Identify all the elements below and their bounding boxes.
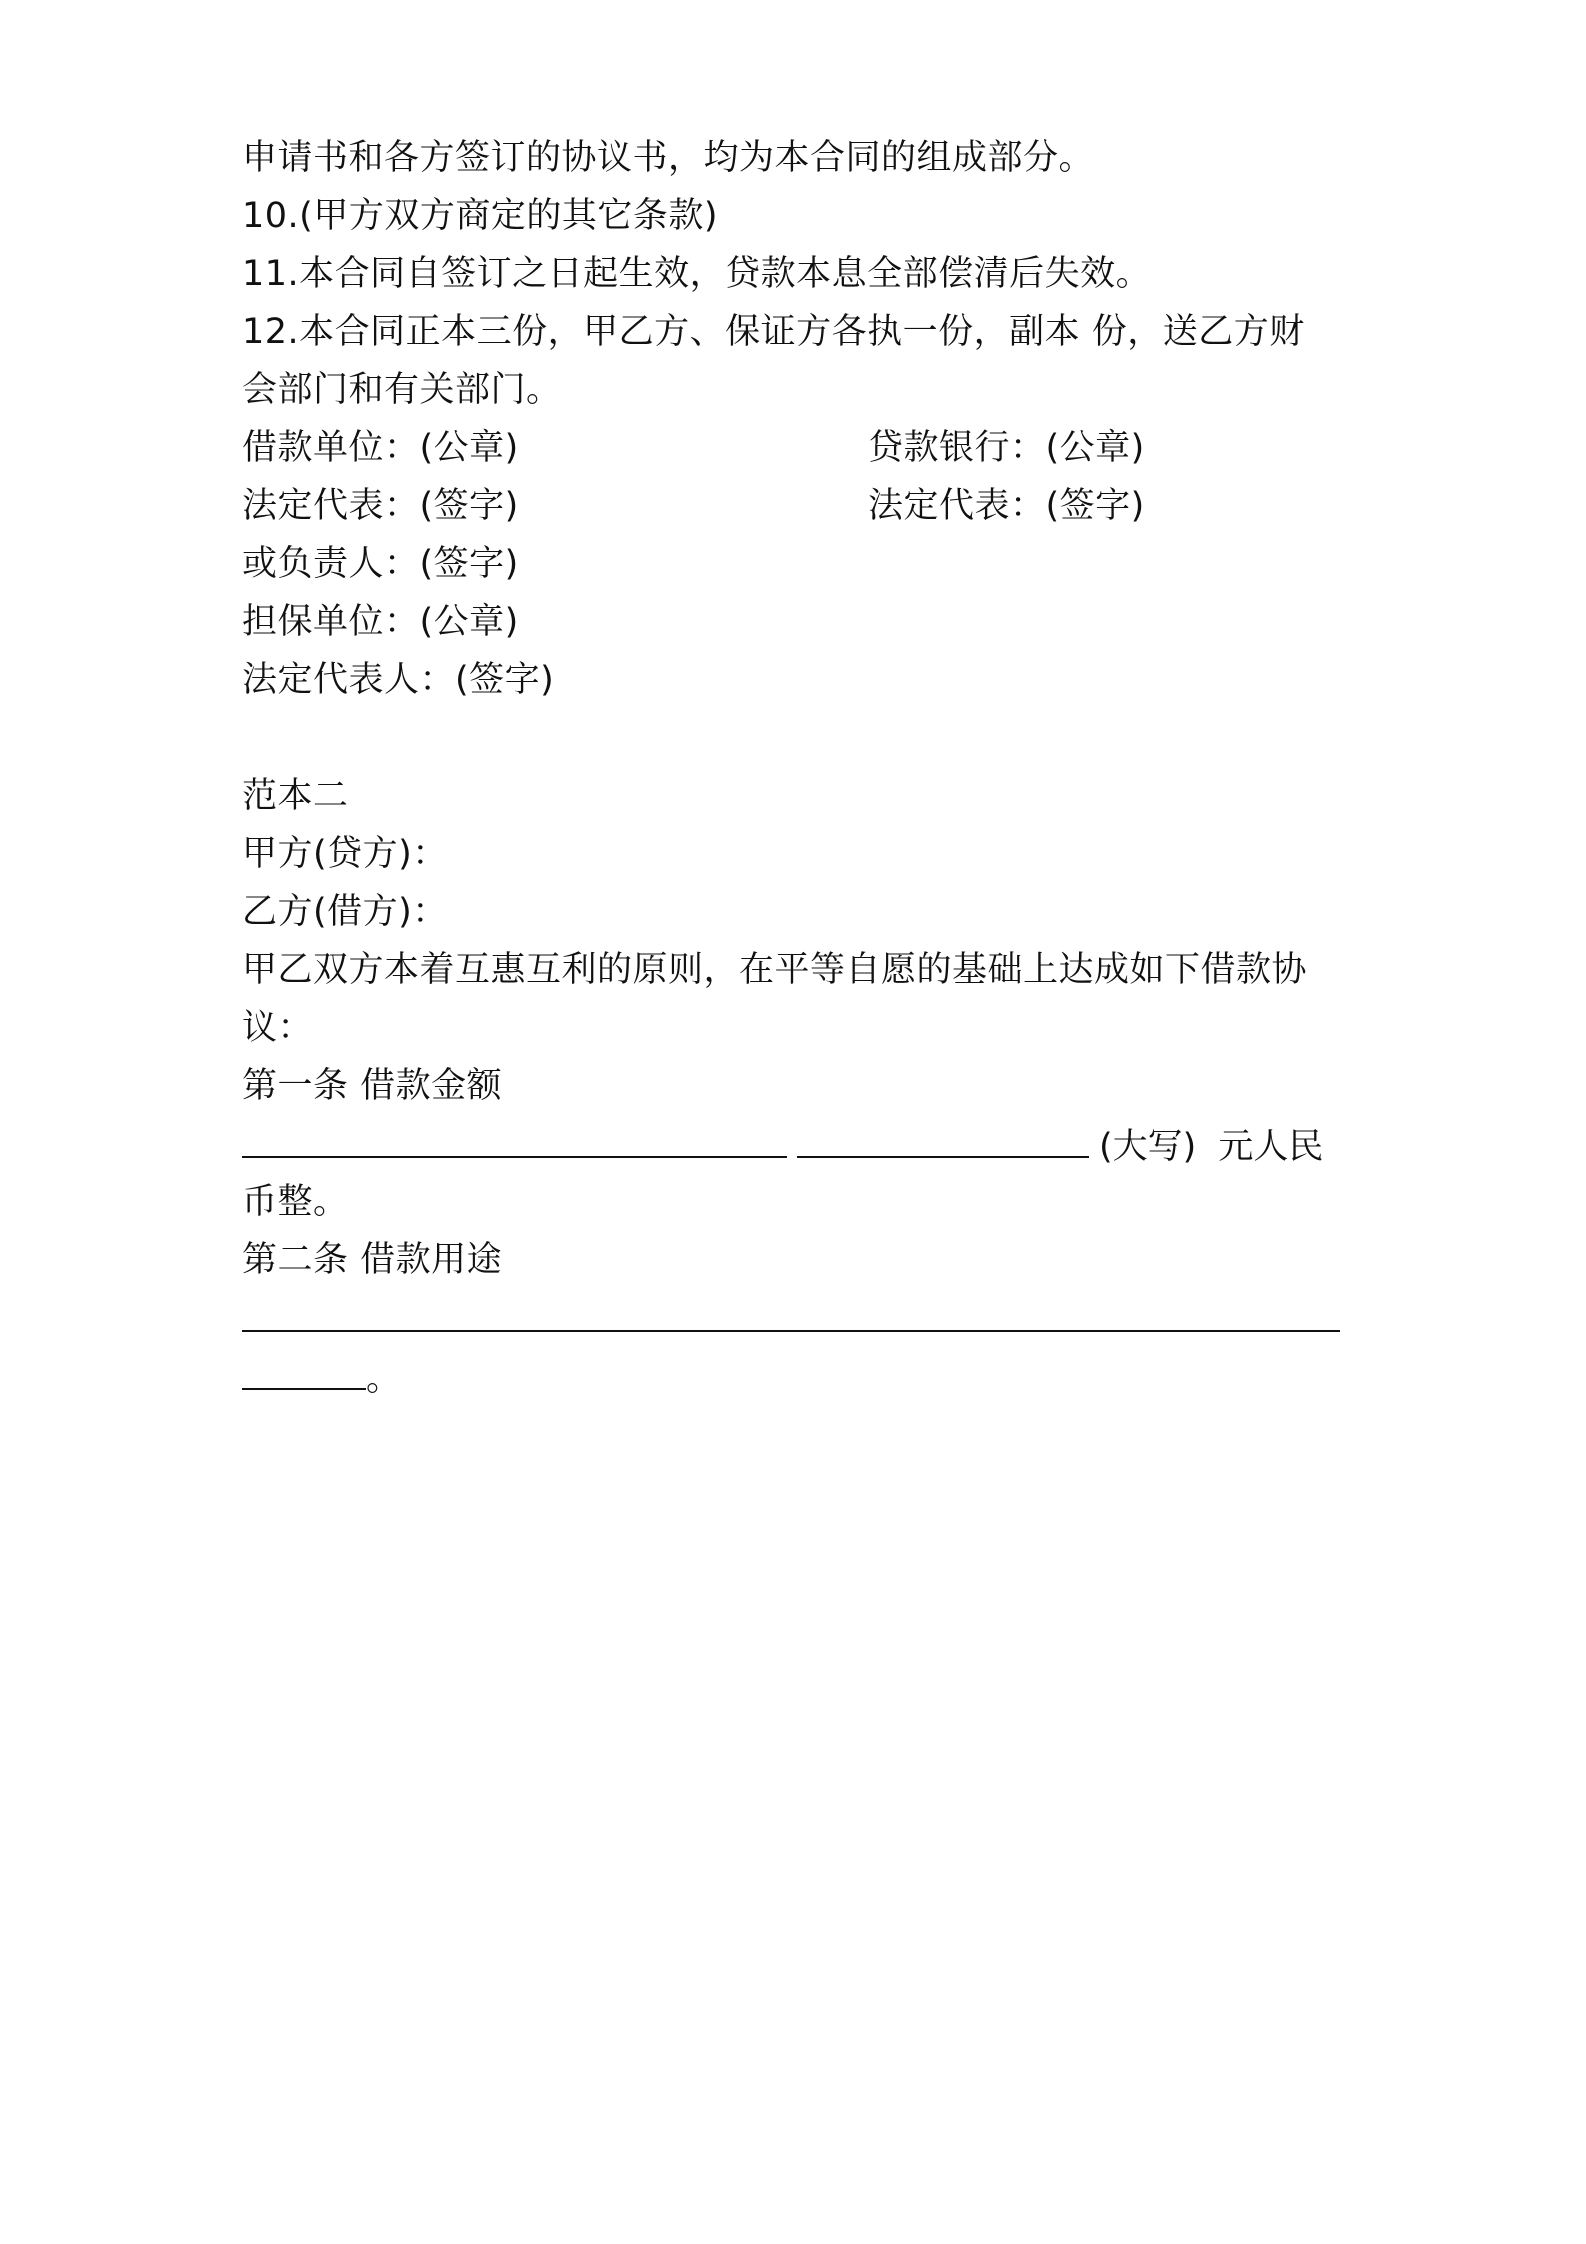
article2-purpose-row-2 [242, 1354, 401, 1398]
article1-title: 第一条 借款金额 [242, 1066, 503, 1106]
intro-line-1: 甲乙双方本着互惠互利的原则，在平等自愿的基础上达成如下借款协 [242, 950, 1308, 990]
amount-blank-1 [242, 1122, 787, 1158]
text-line: 10.(甲方双方商定的其它条款) [242, 196, 718, 236]
purpose-blank-2 [242, 1354, 366, 1390]
article2-purpose-row [242, 1296, 1340, 1340]
text-line: 申请书和各方签订的协议书，均为本合同的组成部分。 [242, 138, 1095, 178]
intro-line-2: 议： [242, 1008, 314, 1048]
signature-or-responsible: 或负责人：(签字) [242, 544, 519, 584]
signature-legal-rep-left: 法定代表：(签字) [242, 486, 519, 526]
signature-guarantor-rep: 法定代表人：(签字) [242, 660, 555, 700]
currency-label: 元人民 [1218, 1127, 1324, 1167]
party-a-line: 甲方(贷方)： [242, 834, 448, 874]
signature-legal-rep-right: 法定代表：(签字) [868, 486, 1145, 526]
text-line: 11.本合同自签订之日起生效，贷款本息全部偿清后失效。 [242, 254, 1152, 294]
template2-heading: 范本二 [242, 776, 349, 816]
signature-borrower-unit: 借款单位：(公章) [242, 428, 519, 468]
amount-blank-2 [797, 1122, 1089, 1158]
capital-label: (大写) [1099, 1127, 1197, 1167]
text-line: 12.本合同正本三份，甲乙方、保证方各执一份，副本 份，送乙方财 [242, 312, 1305, 352]
article1-amount-row [242, 1122, 1323, 1166]
signature-lending-bank: 贷款银行：(公章) [868, 428, 1145, 468]
signature-guarantor-unit: 担保单位：(公章) [242, 602, 519, 642]
purpose-blank-1 [242, 1296, 1340, 1332]
article2-title: 第二条 借款用途 [242, 1240, 503, 1280]
party-b-line: 乙方(借方)： [242, 892, 448, 932]
purpose-end-mark: 。 [366, 1359, 402, 1399]
text-line: 会部门和有关部门。 [242, 370, 562, 410]
article1-end: 币整。 [242, 1182, 349, 1222]
